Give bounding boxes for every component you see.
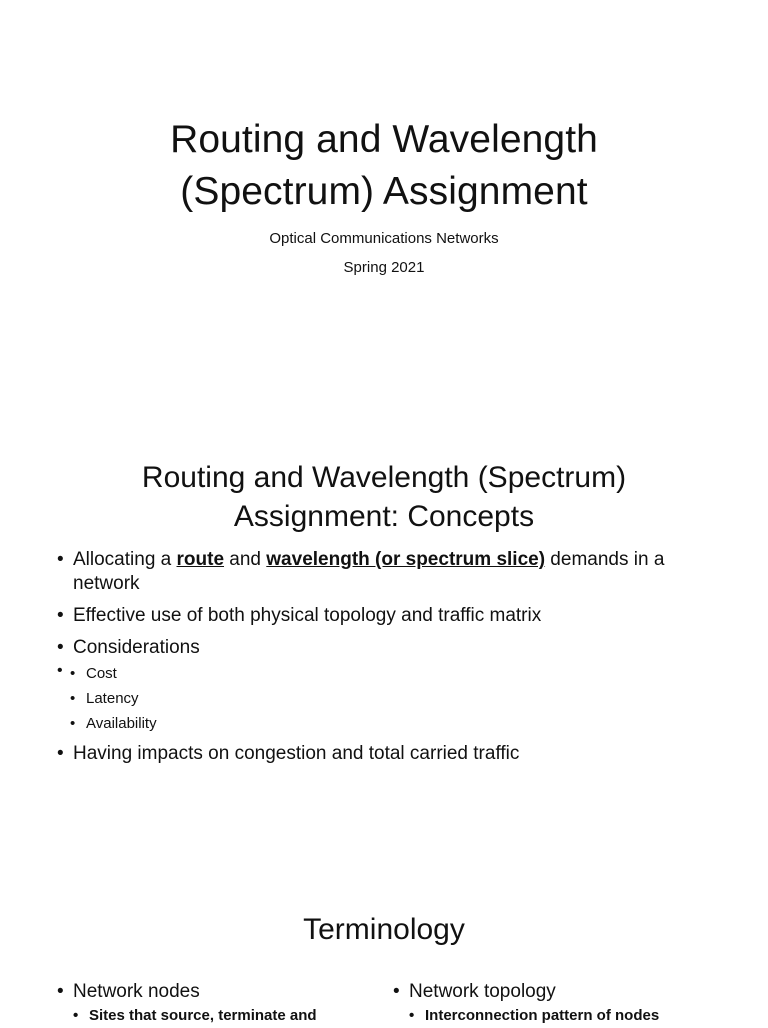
term-label: Spring 2021 [343, 259, 425, 276]
terminology-right-list [393, 980, 743, 1024]
network-nodes-sub-list [73, 1004, 317, 1028]
terminology-left-list [57, 980, 377, 1024]
title-line-1: Routing and Wavelength [170, 118, 598, 161]
concepts-slide [0, 384, 768, 768]
sub-bullet-latency: • Latency [70, 687, 717, 711]
sub-bullet-interconnection: • Interconnection pattern of nodes [409, 1004, 659, 1028]
network-nodes-label: Network nodes [73, 981, 200, 1002]
bullet-effective-use: • Effective use of both physical topology and traffic matrix [57, 604, 717, 628]
title-line-2: (Spectrum) Assignment [180, 170, 588, 213]
course-name: Optical Communications Networks [269, 230, 499, 247]
network-topology-sub-list [409, 1004, 659, 1028]
bullet-impacts: • Having impacts on congestion and total carried traffic [57, 742, 717, 766]
sub-bullet-sites: • Sites that source, terminate and [73, 1004, 317, 1028]
terminology-slide-title: Terminology [303, 913, 465, 946]
considerations-label: Considerations [73, 637, 200, 658]
considerations-sub-list [70, 662, 717, 736]
bullet-allocating-mid: and [224, 549, 267, 570]
bullet-considerations [57, 636, 717, 660]
route-term: route [176, 549, 225, 570]
bullet-allocating [57, 548, 717, 596]
sub-bullet-cost: • • Cost [70, 662, 717, 686]
bullet-allocating-pre: Allocating a [73, 549, 177, 570]
bullet-allocating-post: demands in a network [73, 549, 665, 594]
concepts-slide-title [0, 458, 768, 536]
bullet-network-nodes [57, 980, 377, 1024]
network-topology-label: Network topology [409, 981, 556, 1002]
sub-bullet-availability: • Availability [70, 712, 717, 736]
bullet-network-topology [393, 980, 743, 1024]
concepts-bullet-list [57, 548, 717, 774]
title-slide [0, 0, 768, 384]
terminology-slide [0, 768, 768, 1024]
presentation-title [0, 114, 768, 218]
concepts-title-line-2: Assignment: Concepts [233, 500, 535, 533]
considerations-sub-wrapper [57, 662, 717, 736]
wavelength-term: wavelength (or spectrum slice) [266, 549, 546, 570]
concepts-title-line-1: Routing and Wavelength (Spectrum) [141, 461, 627, 494]
